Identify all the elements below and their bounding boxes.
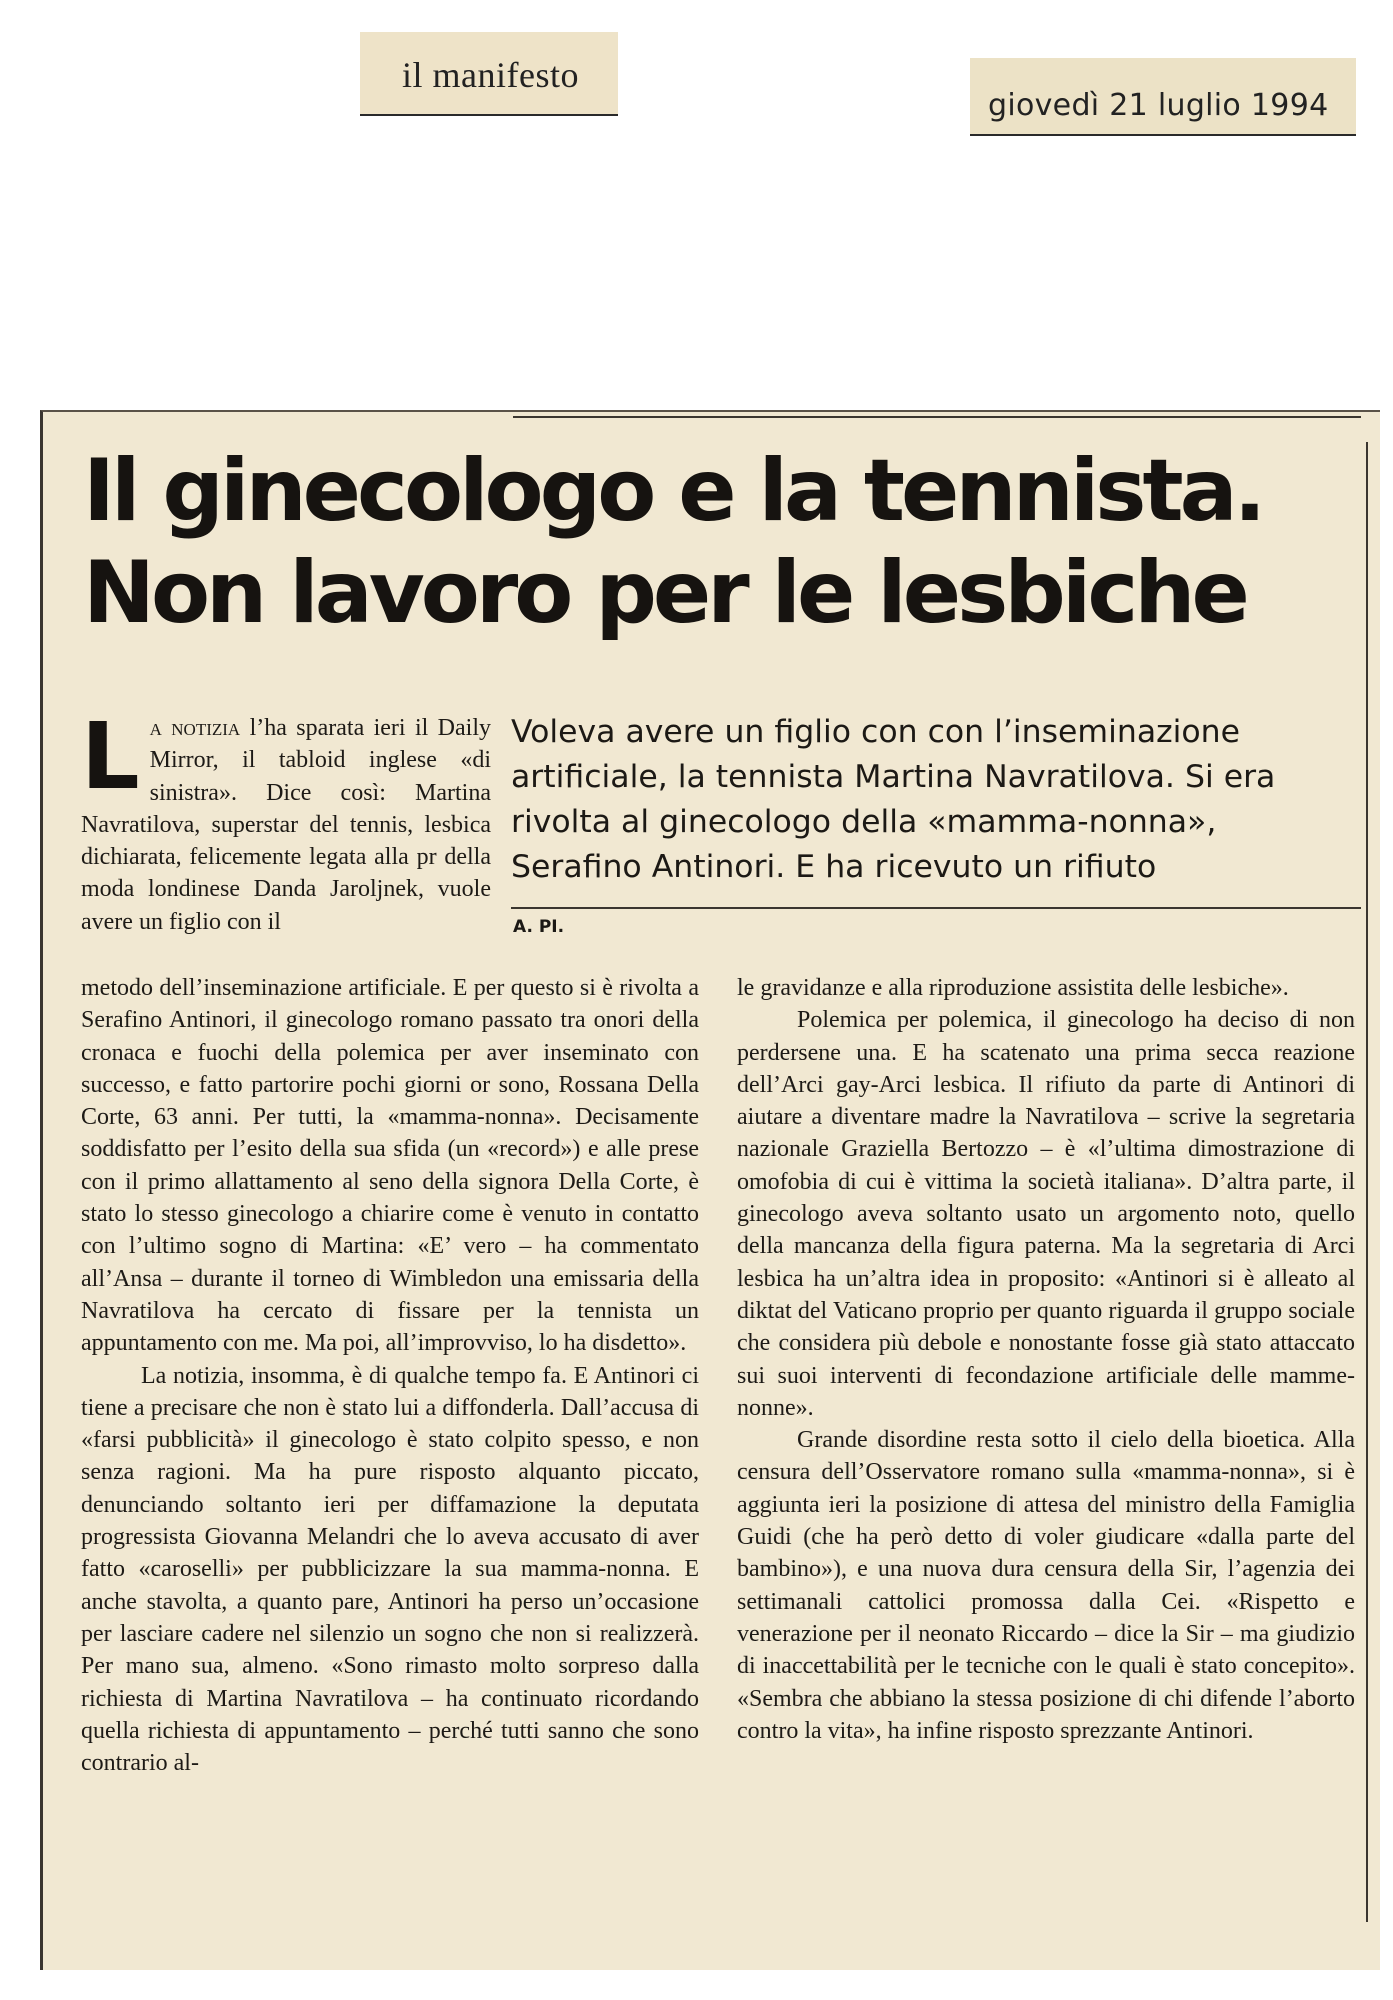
date-clipping (970, 58, 1356, 136)
article-headline (83, 440, 1363, 644)
headline-line-2: Non lavoro per le lesbiche (83, 543, 1246, 643)
headline-line-1: Il ginecologo e la tennista. (83, 441, 1263, 541)
subhead-rule (511, 907, 1361, 909)
article-subhead: Voleva avere un figlio con con l’inseminazione artificiale, la tennista Martina Navratilova. Si era rivolta al ginecologo della «mamma-nonna», Serafino Antinori. E ha ricevuto un rifiuto (511, 714, 1276, 885)
article-clipping (40, 410, 1380, 1970)
lead-paragraph (81, 703, 491, 938)
lead-smallcaps: a notizia (149, 715, 241, 741)
lead-text: l’ha sparata ieri il Daily Mirror, il tabloid inglese «di sinistra». Dice così: Martina Navratilova, superstar del tennis, lesbica dichiarata, felicemente legata alla pr della moda londinese Danda Jaroljnek, vuole avere un figlio con il (81, 715, 491, 935)
body-column-right (737, 972, 1355, 1747)
body-column-left (81, 972, 699, 1779)
top-rule (513, 416, 1361, 418)
publication-date: giovedì 21 luglio 1994 (988, 88, 1329, 123)
body-paragraph: le gravidanze e alla riproduzione assistita delle lesbiche». (737, 975, 1289, 1001)
body-paragraph: Grande disordine resta sotto il cielo della bioetica. Alla censura dell’Osservatore romano sulla «mamma-nonna», si è aggiunta ieri la posizione di attesa del ministro della Famiglia Guidi (che ha però detto di voler giudicare «dalla parte del bambino»), e una nuova dura censura della Sir, l’agenzia dei settimanali cattolici promossa dalla Cei. «Rispetto e venerazione per il neonato Riccardo – dice la Sir – ma giudizio di inaccettabilità per le tecniche con le quali è stato concepito». «Sembra che abbiano la stessa posizione di chi difende l’aborto contro la vita», ha infine risposto sprezzante Antinori. (737, 1427, 1355, 1744)
newspaper-name: il manifesto (402, 55, 579, 95)
right-rule (1366, 442, 1368, 1922)
body-paragraph: metodo dell’inseminazione artificiale. E per questo si è rivolta a Serafino Antinori, il ginecologo romano passato tra onori della cronaca e fuochi della polemica per aver inseminato con successo, e fatto partorire pochi giorni or sono, Rossana Della Corte, 63 anni. Per tutti, la «mamma-nonna». Decisamente soddisfatto per l’esito della sua sfida (un «record») e alle prese con il primo allattamento al seno della signora Della Corte, è stato lo stesso ginecologo a chiarire come è venuto in contatto con l’ultimo sogno di Martina: «E’ vero – ha commentato all’Ansa – durante il torneo di Wimbledon una emissaria della Navratilova ha cercato di fissare per la tennista un appuntamento con me. Ma poi, all’improvviso, lo ha disdetto». (81, 975, 699, 1357)
body-paragraph: La notizia, insomma, è di qualche tempo fa. E Antinori ci tiene a precisare che non è stato lui a diffonderla. Dall’accusa di «farsi pubblicità» il ginecologo è stato colpito spesso, e non senza ragioni. Ma ha pure risposto alquanto piccato, denunciando soltanto ieri per diffamazione la deputata progressista Giovanna Melandri che lo aveva accusato di aver fatto «caroselli» per pubblicizzare la sua mamma-nonna. E anche stavolta, a quanto pare, Antinori ha perso un’occasione per lasciare cadere nel silenzio un sogno che non si realizzerà. Per mano sua, almeno. «Sono rimasto molto sorpreso dalla richiesta di Martina Navratilova – ha continuato ricordando quella richiesta di appuntamento – perché tutti sanno che sono contrario al- (81, 1362, 699, 1777)
drop-cap: L (81, 703, 140, 810)
body-paragraph: Polemica per polemica, il ginecologo ha deciso di non perdersene una. E ha scatenato una prima secca reazione dell’Arci gay-Arci lesbica. Il rifiuto da parte di Antinori di aiutare a diventare madre la Navratilova – scrive la segretaria nazionale Graziella Bertozzo – è «l’ultima dimostrazione di omofobia di cui è vittima la società italiana». D’altra parte, il ginecologo aveva soltanto usato un argomento noto, quello della mancanza della figura paterna. Ma la segretaria di Arci lesbica ha un’altra idea in proposito: «Antinori si è alleato al diktat del Vaticano proprio per quanto riguarda il gruppo sociale che considera più debole e nonostante fosse già stato attaccato sui suoi interventi di fecondazione artificiale delle mamme-nonne». (737, 1007, 1355, 1421)
newspaper-masthead-clipping (360, 32, 618, 116)
byline: A. PI. (513, 917, 565, 937)
